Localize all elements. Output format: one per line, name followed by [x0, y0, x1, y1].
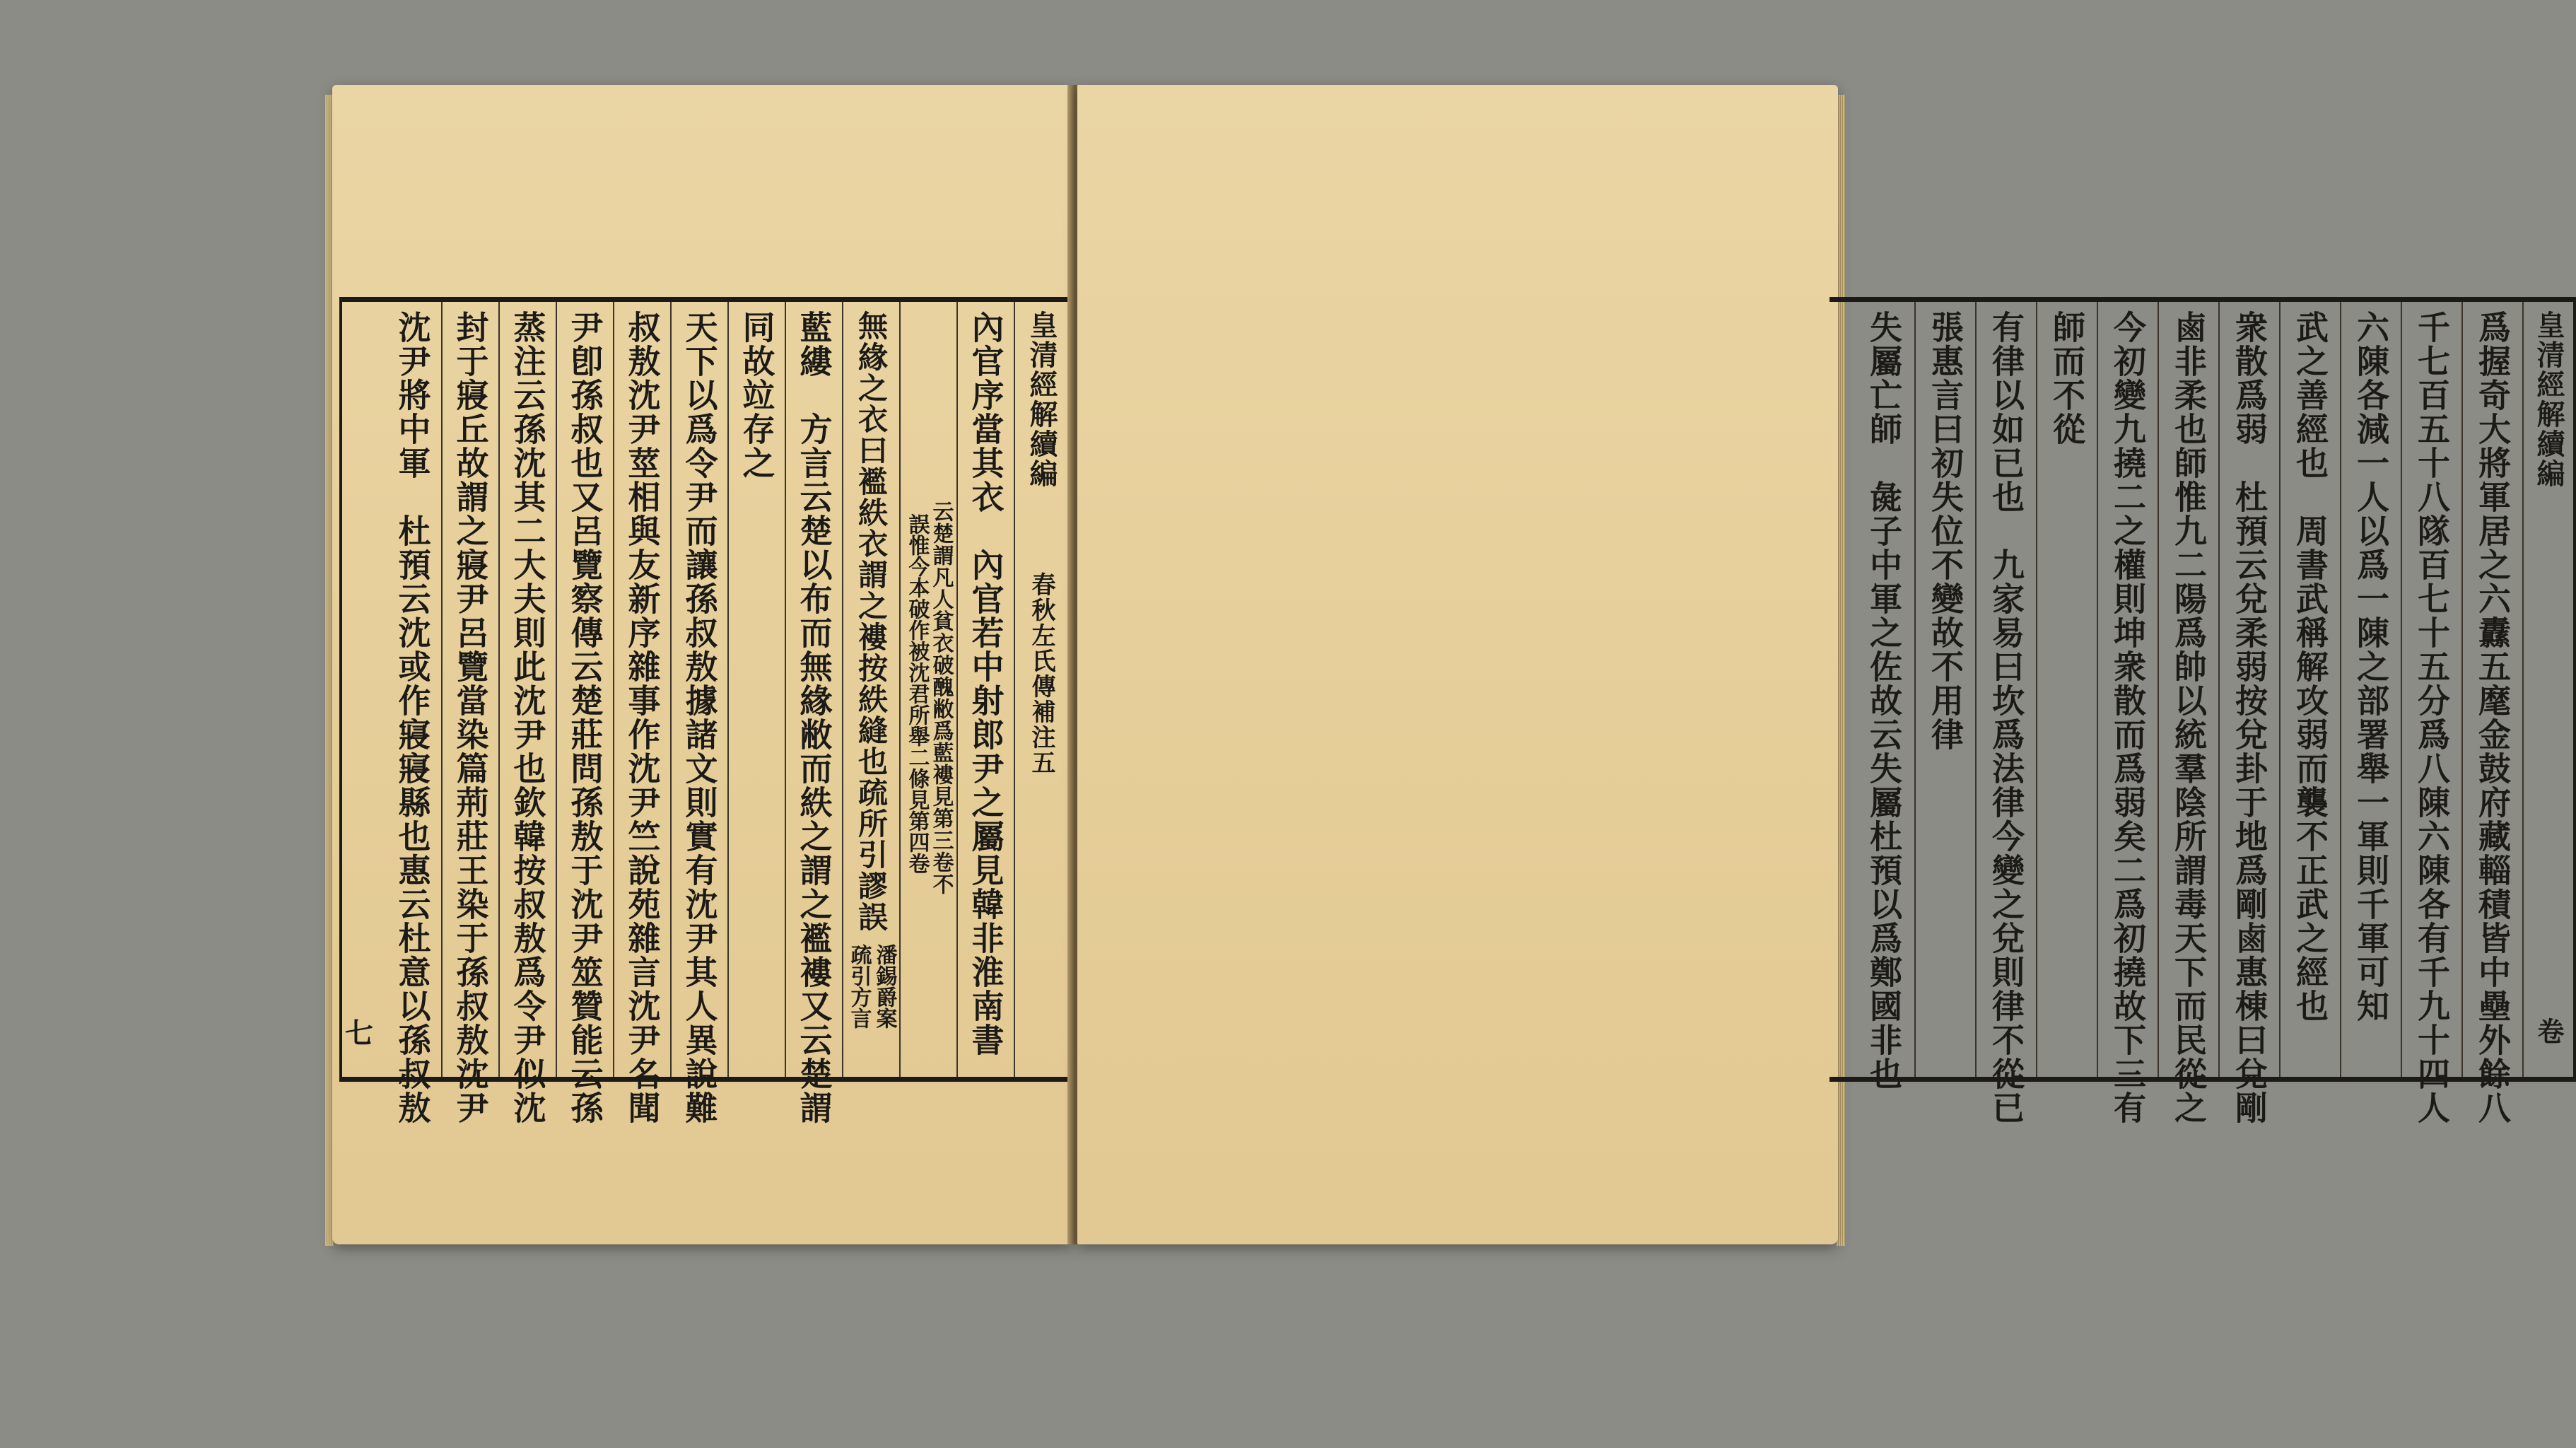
text-column-with-note: 無緣之衣曰襤紩衣謂之褸按紩縫也疏所引謬誤 潘錫爵案 疏引方言	[842, 302, 899, 1077]
text-column: 鹵非柔也師惟九二陽爲帥以統羣陰所謂毒天下而民從之	[2158, 302, 2218, 1077]
right-margin-title: 皇清經解續編	[2532, 310, 2565, 489]
text-column: 同故竝存之	[727, 302, 785, 1077]
text-column: 天下以爲令尹而讓孫叔敖據諸文則實有沈尹其人異說難	[670, 302, 727, 1077]
right-text-frame	[1829, 297, 2576, 1125]
right-page	[1077, 85, 2565, 1244]
text-column: 蒸注云孫沈其二大夫則此沈尹也欽韓按叔敖爲令尹似沈	[498, 302, 556, 1077]
text-column: 爲握奇大將軍居之六纛五麾金鼓府藏輜積皆中壘外餘八	[2461, 302, 2522, 1077]
open-book	[332, 85, 2565, 1244]
left-page	[332, 85, 1072, 1244]
text-column: 千七百五十八隊百七十五分爲八陳六陳各有千九十四人	[2401, 302, 2461, 1077]
text-column: 衆散爲弱 杜預云兌柔弱按兌卦于地爲剛鹵惠棟曰兌剛	[2218, 302, 2279, 1077]
hidden-note-bottom: 誤惟今本破作被沈君所舉二條見第四卷	[904, 513, 930, 874]
left-text-frame	[339, 297, 1067, 1125]
left-margin-title: 皇清經解續編	[1025, 310, 1058, 489]
left-page-number: 七	[345, 1017, 373, 1050]
text-column: 今初變九撓二之權則坤衆散而爲弱矣二爲初撓故下三有	[2097, 302, 2158, 1077]
text-column: 武之善經也 周書武稱解攻弱而襲不正武之經也	[2279, 302, 2340, 1077]
left-margin-section: 春秋左氏傳補注五	[1027, 572, 1055, 776]
text-column: 尹卽孫叔也又呂覽察傳云楚莊問孫敖于沈尹筮贊能云孫	[556, 302, 613, 1077]
right-margin-page-mark: 卷	[2533, 1017, 2565, 1046]
text-column: 沈尹將中軍 杜預云沈或作寢寢縣也惠云杜意以孫叔敖	[393, 310, 432, 1125]
left-margin-column	[1014, 302, 1067, 1077]
text-column: 內官序當其衣 內官若中射郎尹之屬見韓非淮南書	[956, 302, 1014, 1077]
text-column: 叔敖沈尹莖相與友新序雜事作沈尹竺說苑雜言沈尹名聞	[613, 302, 670, 1077]
text-column: 失屬亡師 彘子中軍之佐故云失屬杜預以爲鄭國非也	[1865, 310, 1903, 1091]
text-column: 六陳各減一人以爲一陳之部署舉一軍則千軍可知	[2340, 302, 2401, 1077]
text-column: 師而不從	[2036, 302, 2097, 1077]
text-column: 有律以如已也 九家易曰坎爲法律今變之兌則律不從已	[1975, 302, 2036, 1077]
right-margin-column	[2522, 302, 2573, 1077]
text-column: 封于寢丘故謂之寢尹呂覽當染篇荊莊王染于孫叔敖沈尹	[441, 302, 498, 1077]
text-column: 藍縷 方言云楚以布而無緣敝而紩之謂之襤褸又云楚謂	[785, 302, 842, 1077]
text-column: 張惠言曰初失位不變故不用律	[1914, 302, 1975, 1077]
text-column-double-note: 云楚謂凡人貧衣破醜敝爲藍褸見第三卷不 誤惟今本破作被沈君所舉二條見第四卷	[899, 302, 956, 1077]
